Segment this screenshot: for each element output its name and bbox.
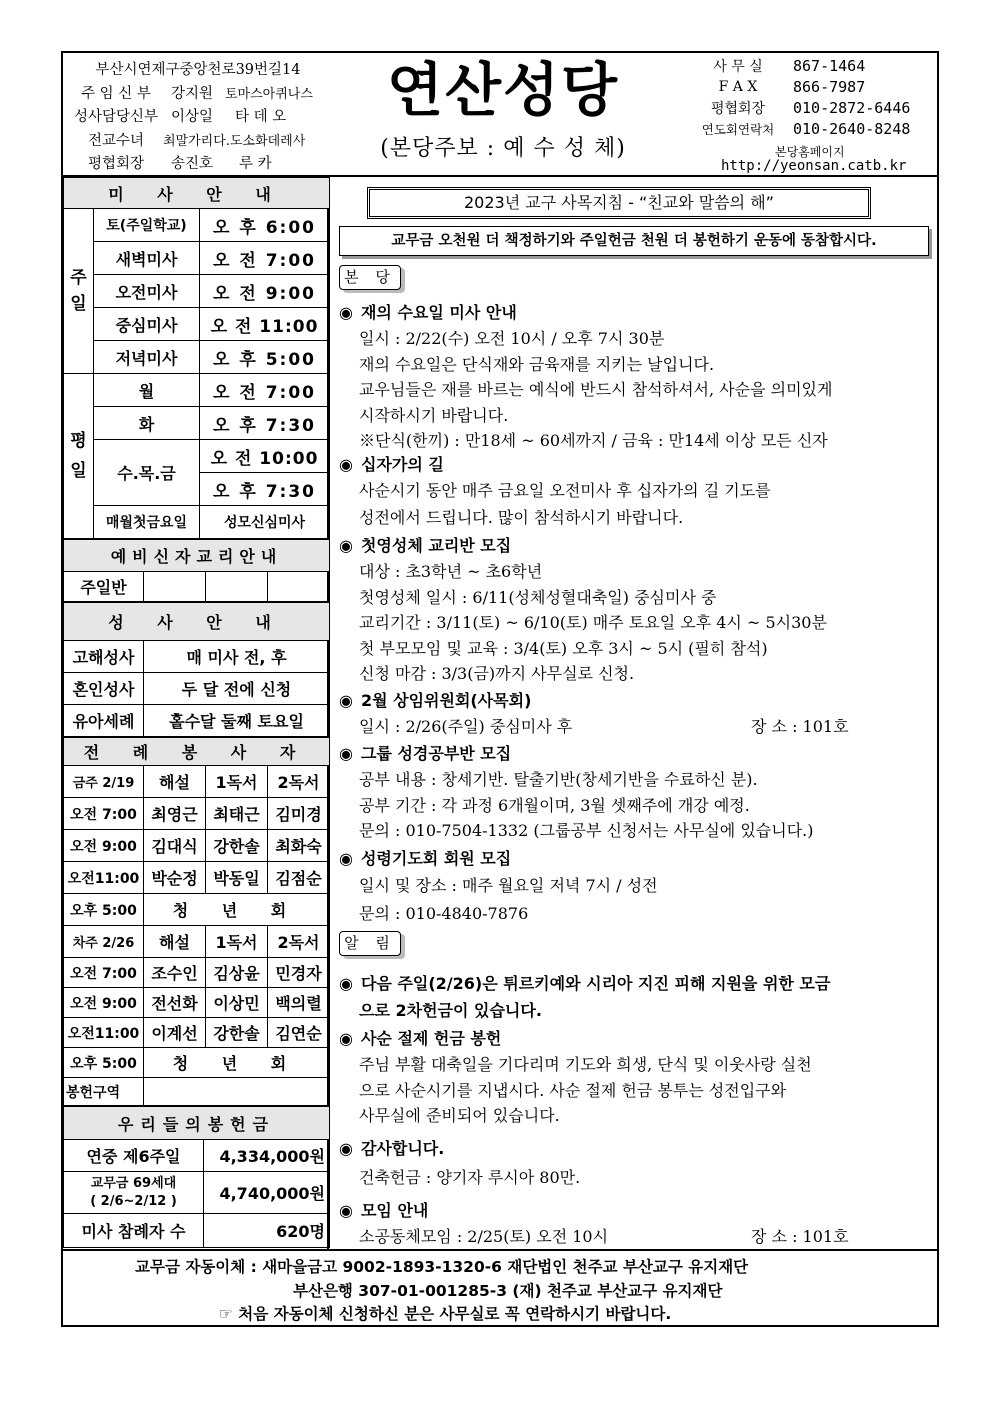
catechumen-table (63, 539, 330, 602)
footer-bank-line-2: 부산은행 307-01-001285-3 (재) 천주교 부산교구 유지재단 (293, 1282, 723, 1300)
offering-name: 미사 참례자 수 (64, 1214, 204, 1248)
mass-name: 화 (94, 407, 200, 440)
mass-header: 미 사 안 내 (64, 178, 330, 209)
parish-address: 부산시연제구중앙천로39번길14 (95, 62, 301, 79)
section-title: 다음 주일(2/26)은 튀르키예와 시리아 지진 피해 지원을 위한 모금 (360, 974, 831, 993)
staff-name: 이상일 (170, 109, 214, 126)
bullet-icon: ◉ (339, 849, 353, 868)
section-line: 교우님들은 재를 바르는 예식에 반드시 참석하셔서, 사순을 의미있게 (359, 380, 833, 399)
section-line: 일시 : 2/22(수) 오전 10시 / 오후 7시 30분 (359, 329, 665, 348)
footer-note: ☞ 처음 자동이체 신청하신 분은 사무실로 꼭 연락하시기 바랍니다. (219, 1305, 672, 1323)
parish-subtitle: (본당주보 : 예 수 성 체) (380, 136, 626, 161)
section-title-cont: 으로 2차헌금이 있습니다. (359, 1001, 542, 1020)
liturgy-col: 해설 (144, 926, 206, 958)
liturgy-header: 전 례 봉 사 자 (64, 738, 330, 766)
notice-meeting (339, 1197, 849, 1250)
homepage-link[interactable]: http://yeonsan.catb.kr (721, 158, 907, 174)
mass-name: 중심미사 (94, 308, 200, 341)
liturgy-person: 최영근 (144, 798, 206, 830)
sunday-label: 주 일 (64, 209, 94, 374)
staff-row (73, 104, 335, 128)
contact-value: 010-2640-8248 (793, 119, 911, 138)
liturgy-person: 민경자 (268, 958, 330, 988)
liturgy-person: 전선화 (144, 988, 206, 1018)
offering-header: 우리들의봉헌금 (64, 1107, 330, 1140)
bullet-icon: ◉ (339, 536, 353, 555)
liturgy-person: 김점순 (268, 862, 330, 894)
notice-lent-offering (339, 1025, 812, 1129)
mass-time: 오 후 7:30 (200, 473, 330, 506)
campaign-banner: 교무금 오천원 더 책정하기와 주일헌금 천원 더 봉헌하기 운동에 동참합시다. (339, 226, 929, 256)
liturgy-person: 박동일 (206, 862, 268, 894)
contact-row (683, 55, 933, 76)
catechumen-label: 주일반 (64, 572, 144, 602)
staff-role: 전교수녀 (87, 132, 145, 149)
liturgy-person: 박순정 (144, 862, 206, 894)
staff-baptismal: 타 데 오 (235, 109, 287, 126)
section-line: 공부 기간 : 각 과정 6개월이며, 3월 셋째주에 개강 예정. (359, 795, 750, 815)
section-line: 일시 : 2/26(주일) 중심미사 후 (359, 717, 573, 736)
liturgy-person: 최화숙 (268, 830, 330, 862)
section-title: 첫영성체 교리반 모집 (360, 536, 512, 555)
mass-time: 오 후 7:30 (200, 407, 330, 440)
homepage-label: 본당홈페이지 (775, 145, 845, 159)
contact-value: 010-2872-6446 (793, 98, 911, 117)
pastoral-theme: 2023년 교구 사목지침 - “친교와 말씀의 해” (367, 187, 871, 219)
left-column (63, 177, 329, 1249)
section-line: 문의 : 010-4840-7876 (359, 904, 529, 923)
liturgy-table (63, 737, 330, 1106)
section-line: 신청 마감 : 3/3(금)까지 사무실로 신청. (359, 664, 635, 683)
mass-time: 오 후 6:00 (200, 209, 330, 242)
liturgy-person: 김연순 (268, 1018, 330, 1048)
liturgy-person: 강한솔 (206, 1018, 268, 1048)
contact-row (683, 118, 933, 139)
mass-time: 오 전 7:00 (200, 374, 330, 407)
offering-name-line: 교무금 69세대 (90, 1175, 177, 1191)
section-title: 모임 안내 (360, 1201, 429, 1220)
offering-name (64, 1172, 204, 1214)
footer-bank-line-1: 교무금 자동이체 : 새마을금고 9002-1893-1320-6 재단법인 천주교 부산교구 유지재단 (135, 1258, 749, 1276)
section-stations-of-cross (339, 451, 771, 532)
bullet-icon: ◉ (339, 1201, 353, 1220)
sacrament-value: 홀수달 둘째 토요일 (144, 705, 330, 737)
section-line: 교리기간 : 3/11(토) ~ 6/10(토) 매주 토요일 오후 4시 ~ 5시30분 (359, 613, 827, 632)
contact-row (683, 97, 933, 118)
section-title: 그룹 성경공부반 모집 (360, 744, 512, 763)
offering-name-line: ( 2/6~2/12 ) (90, 1193, 177, 1209)
liturgy-col: 2독서 (268, 926, 330, 958)
notice-earthquake-collection (339, 970, 830, 1024)
catechumen-header: 예비신자교리안내 (64, 540, 330, 572)
liturgy-week: 차주 2/26 (64, 926, 144, 958)
liturgy-time: 오전11:00 (64, 1018, 144, 1048)
contact-label: 연도회연락처 (701, 121, 775, 137)
liturgy-time: 오전 7:00 (64, 958, 144, 988)
offering-table (63, 1106, 330, 1248)
bullet-icon: ◉ (339, 1139, 353, 1158)
section-line: 성전에서 드립니다. 많이 참석하시기 바랍니다. (359, 507, 684, 527)
notice-thanks (339, 1135, 580, 1194)
weekday-label: 평 일 (64, 374, 94, 539)
section-place: 장 소 : 101호 (751, 717, 849, 736)
liturgy-time: 오후 5:00 (64, 894, 144, 926)
liturgy-person: 백의렬 (268, 988, 330, 1018)
section-line: 일시 및 장소 : 매주 월요일 저녁 7시 / 성전 (359, 876, 658, 895)
section-line: 첫영성체 일시 : 6/11(성체성혈대축일) 중심미사 중 (359, 587, 717, 607)
section-line: ※단식(한끼) : 만18세 ~ 60세까지 / 금육 : 만14세 이상 모든 신자 (359, 431, 828, 450)
section-line: 공부 내용 : 창세기반. 탈출기반(창세기반을 수료하신 분). (359, 770, 758, 789)
mass-name: 월 (94, 374, 200, 407)
contact-label: 사 무 실 (713, 58, 763, 75)
liturgy-person: 조수인 (144, 958, 206, 988)
liturgy-col: 해설 (144, 766, 206, 798)
contact-label: F A X (718, 78, 758, 95)
offering-value: 4,334,000원 (204, 1140, 330, 1172)
section-line: 시작하시기 바랍니다. (359, 405, 509, 425)
mass-name: 새벽미사 (94, 242, 200, 275)
section-title: 십자가의 길 (360, 455, 444, 474)
section-bible-study (339, 740, 813, 844)
sacrament-value: 두 달 전에 신청 (144, 673, 330, 705)
bulletin-page (61, 51, 939, 1327)
section-title: 사순 절제 헌금 봉헌 (360, 1029, 502, 1048)
mass-name: 토(주일학교) (94, 209, 200, 242)
staff-block (73, 57, 335, 175)
liturgy-group: 청 년 회 (144, 1048, 330, 1078)
section-first-communion (339, 532, 827, 687)
mass-time: 오 후 5:00 (200, 341, 330, 374)
mass-time: 성모신심미사 (200, 506, 330, 539)
section-title: 재의 수요일 미사 안내 (360, 303, 517, 322)
liturgy-person: 강한솔 (206, 830, 268, 862)
contact-value: 867-1464 (793, 56, 866, 75)
mass-time: 오 전 7:00 (200, 242, 330, 275)
liturgy-week: 금주 2/19 (64, 766, 144, 798)
sacrament-value: 매 미사 전, 후 (144, 641, 330, 673)
liturgy-col: 1독서 (206, 766, 268, 798)
right-column (331, 177, 937, 1249)
mass-name: 수.목.금 (94, 440, 200, 506)
staff-row (73, 128, 335, 152)
staff-name: 송진호 (170, 156, 214, 173)
section-line: 재의 수요일은 단식재와 금육재를 지키는 날입니다. (359, 354, 715, 374)
section-line: 대상 : 초3학년 ~ 초6학년 (359, 562, 543, 581)
mass-time: 오 전 10:00 (200, 440, 330, 473)
section-title: 2월 상임위원회(사목회) (360, 691, 532, 710)
bullet-icon: ◉ (339, 1029, 353, 1048)
section-line: 사순시기 동안 매주 금요일 오전미사 후 십자가의 길 기도를 (359, 481, 771, 500)
liturgy-time: 오전 9:00 (64, 988, 144, 1018)
contact-label: 평협회장 (710, 100, 766, 117)
section-line: 주님 부활 대축일을 기다리며 기도와 희생, 단식 및 이웃사랑 실천 (359, 1055, 812, 1074)
sacrament-table (63, 602, 330, 737)
staff-role: 주 임 신 부 (81, 85, 151, 102)
tag-parish: 본 당 (339, 265, 401, 290)
mass-name: 매월첫금요일 (94, 506, 200, 539)
section-title: 감사합니다. (360, 1139, 445, 1158)
staff-name: 강지원 (170, 85, 214, 102)
contact-value: 866-7987 (793, 77, 866, 96)
section-prayer-group (339, 845, 658, 928)
tag-notice: 알 림 (339, 931, 401, 956)
liturgy-col: 1독서 (206, 926, 268, 958)
mass-table (63, 177, 330, 539)
liturgy-person: 최태근 (206, 798, 268, 830)
section-line: 문의 : 010-7504-1332 (그룹공부 신청서는 사무실에 있습니다.) (359, 821, 814, 840)
staff-role: 성사담당신부 (73, 109, 159, 126)
donation-area-label: 봉헌구역 (64, 1078, 144, 1106)
sacrament-name: 고해성사 (64, 641, 144, 673)
staff-baptismal: 루 카 (239, 156, 272, 173)
liturgy-person: 김상윤 (206, 958, 268, 988)
mass-name: 저녁미사 (94, 341, 200, 374)
liturgy-person: 김미경 (268, 798, 330, 830)
liturgy-group: 청 년 회 (144, 894, 330, 926)
staff-role: 평협회장 (87, 156, 145, 173)
bullet-icon: ◉ (339, 744, 353, 763)
staff-row (73, 151, 335, 175)
section-line: 사무실에 준비되어 있습니다. (359, 1106, 560, 1125)
offering-value: 4,740,000원 (204, 1172, 330, 1214)
offering-value: 620명 (204, 1214, 330, 1248)
section-ash-wednesday (339, 299, 832, 454)
mass-time: 오 전 9:00 (200, 275, 330, 308)
mass-time: 오 전 11:00 (200, 308, 330, 341)
offering-name: 연중 제6주일 (64, 1140, 204, 1172)
liturgy-time: 오후 5:00 (64, 1048, 144, 1078)
section-line: 첫 부모모임 및 교육 : 3/4(토) 오후 3시 ~ 5시 (필히 참석) (359, 638, 768, 658)
liturgy-col: 2독서 (268, 766, 330, 798)
sacrament-header: 성 사 안 내 (64, 603, 330, 641)
section-line: 으로 사순시기를 지냅시다. 사순 절제 헌금 봉투는 성전입구와 (359, 1080, 787, 1100)
section-line: 소공동체모임 : 2/25(토) 오전 10시 (359, 1227, 609, 1246)
liturgy-person: 이상민 (206, 988, 268, 1018)
section-line: 건축헌금 : 양기자 루시아 80만. (359, 1168, 581, 1187)
bulletin-header (63, 53, 937, 177)
staff-row (73, 81, 335, 105)
liturgy-time: 오전 7:00 (64, 798, 144, 830)
liturgy-time: 오전11:00 (64, 862, 144, 894)
section-title: 성령기도회 회원 모집 (360, 849, 512, 868)
sacrament-name: 혼인성사 (64, 673, 144, 705)
section-place: 장 소 : 101호 (751, 1227, 849, 1246)
bulletin-footer (63, 1249, 937, 1325)
staff-baptismal: 토마스아퀴나스 (225, 86, 313, 102)
liturgy-person: 이계선 (144, 1018, 206, 1048)
sacrament-name: 유아세례 (64, 705, 144, 737)
contact-block (683, 55, 933, 174)
liturgy-time: 오전 9:00 (64, 830, 144, 862)
bullet-icon: ◉ (339, 691, 353, 710)
section-committee (339, 687, 849, 740)
bullet-icon: ◉ (339, 455, 353, 474)
mass-name: 오전미사 (94, 275, 200, 308)
bullet-icon: ◉ (339, 974, 353, 993)
contact-row (683, 76, 933, 97)
bullet-icon: ◉ (339, 303, 353, 322)
liturgy-person: 김대식 (144, 830, 206, 862)
staff-name: 최말가리다.도소화데레사 (163, 133, 306, 149)
parish-title: 연산성당 (386, 56, 620, 124)
